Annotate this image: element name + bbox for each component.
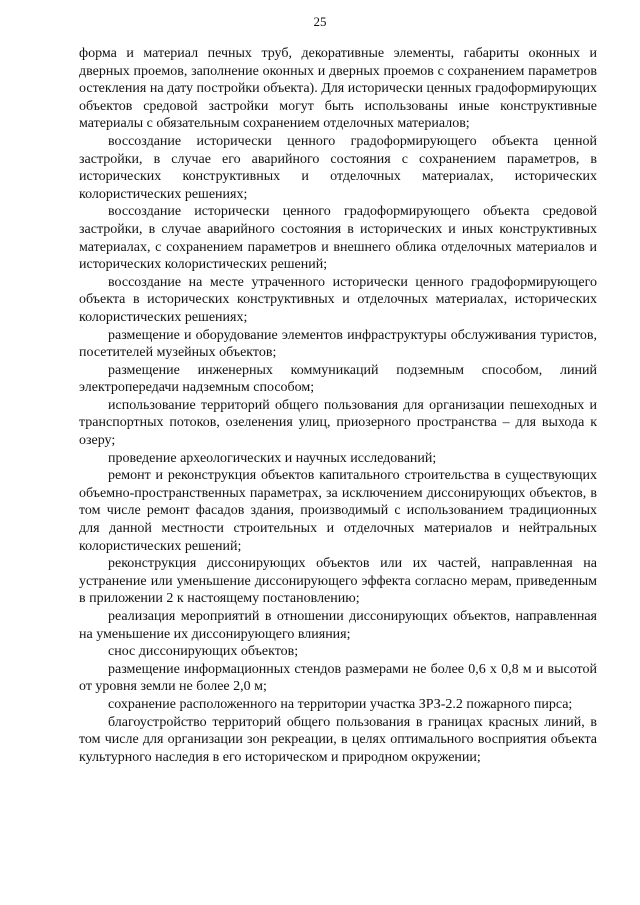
paragraph: ремонт и реконструкция объектов капитального строительства в существующих объемно-пространственных параметрах, за исключением диссонирующих объектов, в том числе ремонт фасадов здания, производимый с использованием традиционных для данной местности строительных и отделочных материалов и нейтральных колористических решений; [79, 468, 597, 554]
paragraph: воссоздание исторически ценного градоформирующего объекта средовой застройки, в случае аварийного состояния в исторических и иных конструктивных материалах, с сохранением параметров и внешнего облика отделочных материалов и исторических колористических решений; [79, 204, 597, 273]
paragraph: размещение инженерных коммуникаций подземным способом, линий электропередачи надземным способом; [79, 362, 597, 396]
paragraph: воссоздание исторически ценного градоформирующего объекта ценной застройки, в случае его аварийного состояния с сохранением параметров, в исторических конструктивных и отделочных материалах, исторических колористических решениях; [79, 133, 597, 202]
paragraph: размещение информационных стендов размерами не более 0,6 х 0,8 м и высотой от уровня земли не более 2,0 м; [79, 661, 597, 695]
paragraph: снос диссонирующих объектов; [108, 644, 299, 660]
paragraph: реализация мероприятий в отношении диссонирующих объектов, направленная на уменьшение их диссонирующего влияния; [79, 609, 597, 642]
paragraph: размещение и оборудование элементов инфраструктуры обслуживания туристов, посетителей музейных объектов; [79, 327, 597, 361]
paragraph: воссоздание на месте утраченного исторически ценного градоформирующего объекта в исторических конструктивных и отделочных материалах, исторических колористических решениях; [79, 274, 597, 325]
paragraph: проведение археологических и научных исследований; [108, 450, 437, 466]
paragraph: реконструкция диссонирующих объектов или их частей, направленная на устранение или уменьшение диссонирующего эффекта согласно мерам, приведенным в приложении 2 к настоящему постановлению; [79, 556, 597, 607]
paragraph: использование территорий общего пользования для организации пешеходных и транспортных потоков, озеленения улиц, приозерного пространства – для выхода к озеру; [79, 397, 597, 449]
page-number: 25 [313, 14, 327, 29]
paragraph: форма и материал печных труб, декоративные элементы, габариты оконных и дверных проемов, заполнение оконных и дверных проемов с сохранением параметров остекления на дату постройки объекта). Для исторически ценных градоформирующих объектов средовой застройки могут быть использованы иные конструктивные материалы с обязательным сохранением отделочных материалов; [79, 46, 597, 132]
paragraph: благоустройство территорий общего пользования в границах красных линий, в том числе для организации зон рекреации, в целях оптимального восприятия объекта культурного наследия в его историческом и природном окружении; [79, 714, 597, 765]
document-body [79, 45, 597, 766]
paragraph: сохранение расположенного на территории участка ЗРЗ-2.2 пожарного пирса; [108, 696, 573, 712]
